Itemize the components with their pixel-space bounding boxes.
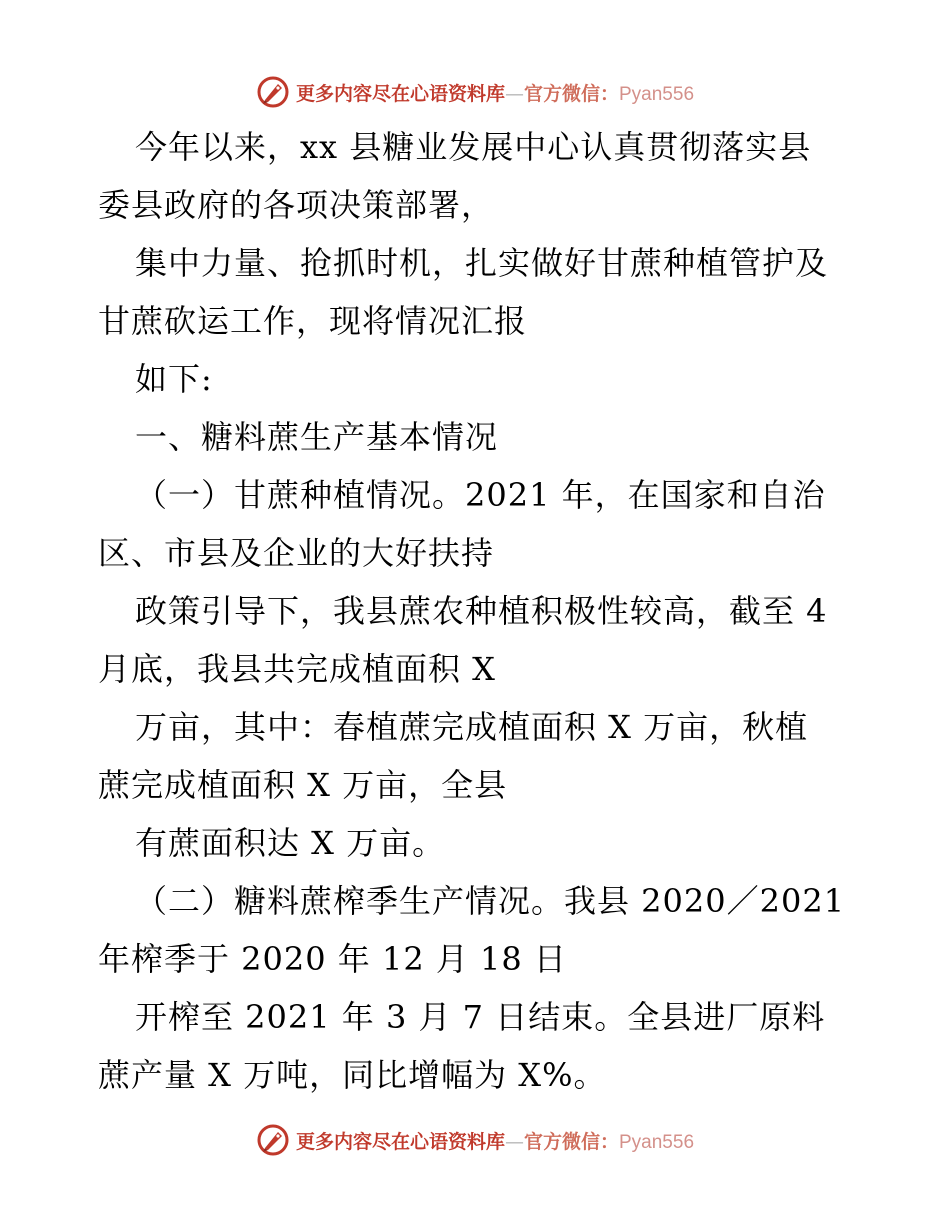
banner-separator: — bbox=[504, 1130, 524, 1153]
body-text-line: 区、市县及企业的大好扶持 bbox=[98, 534, 495, 572]
document-body bbox=[98, 118, 858, 1104]
body-text-line: 有蔗面积达 X 万亩。 bbox=[135, 824, 446, 862]
body-text-line: 如下: bbox=[135, 360, 213, 398]
body-text-line: 甘蔗砍运工作，现将情况汇报 bbox=[98, 302, 528, 340]
banner-wechat-label: 官方微信： bbox=[523, 1130, 619, 1153]
banner-text bbox=[296, 1127, 694, 1154]
banner-main-text: 更多内容尽在心语资料库 bbox=[295, 82, 505, 105]
banner-separator: — bbox=[504, 82, 524, 105]
banner-wechat-id: Pyan556 bbox=[619, 83, 695, 105]
body-text-line: 集中力量、抢抓时机，扎实做好甘蔗种植管护及 bbox=[135, 244, 829, 282]
body-text-line: 年榨季于 2020 年 12 月 18 日 bbox=[98, 940, 567, 978]
body-text-line: 政策引导下，我县蔗农种植积极性较高，截至 4 bbox=[135, 592, 828, 630]
header-banner-content bbox=[256, 75, 694, 109]
header-banner bbox=[0, 72, 950, 112]
pen-nib-logo-icon bbox=[256, 1123, 290, 1157]
banner-wechat-label: 官方微信： bbox=[523, 82, 619, 105]
body-text-line: 今年以来，xx 县糖业发展中心认真贯彻落实县 bbox=[135, 128, 812, 166]
banner-wechat-id: Pyan556 bbox=[619, 1131, 695, 1153]
body-text-line: 万亩，其中：春植蔗完成植面积 X 万亩，秋植 bbox=[135, 708, 809, 746]
pen-nib-logo-icon bbox=[256, 75, 290, 109]
body-text-line: 蔗完成植面积 X 万亩，全县 bbox=[98, 766, 508, 804]
banner-text bbox=[296, 79, 694, 106]
body-text-line: （一）甘蔗种植情况。2021 年，在国家和自治 bbox=[135, 476, 826, 514]
footer-banner-content bbox=[256, 1123, 694, 1157]
body-text-line: 委县政府的各项决策部署， bbox=[98, 186, 495, 224]
body-text-line: 月底，我县共完成植面积 X bbox=[98, 650, 496, 688]
footer-banner bbox=[0, 1120, 950, 1160]
body-text-line: （二）糖料蔗榨季生产情况。我县 2020／2021 bbox=[135, 882, 846, 920]
body-text-line: 一、糖料蔗生产基本情况 bbox=[135, 418, 499, 456]
banner-main-text: 更多内容尽在心语资料库 bbox=[295, 1130, 505, 1153]
body-text-line: 蔗产量 X 万吨，同比增幅为 X%。 bbox=[98, 1056, 607, 1094]
body-text-line: 开榨至 2021 年 3 月 7 日结束。全县进厂原料 bbox=[135, 998, 826, 1036]
